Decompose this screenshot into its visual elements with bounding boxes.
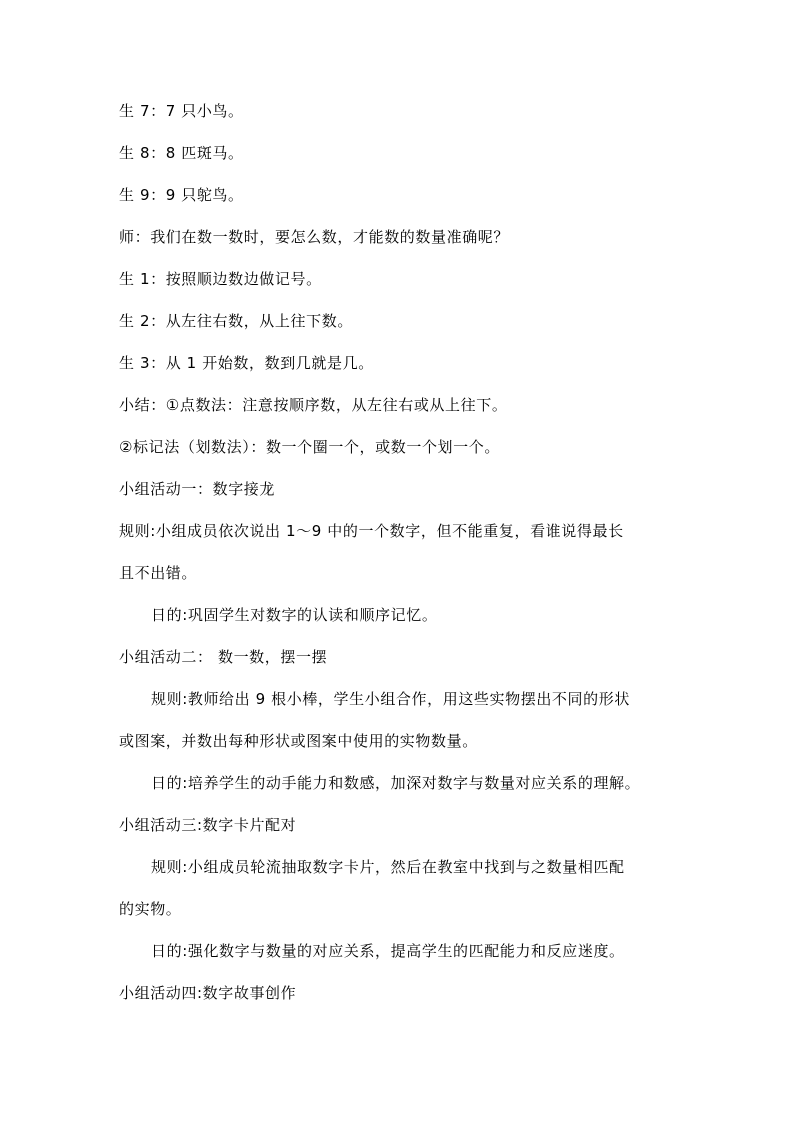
activity-heading: 小组活动四:数字故事创作 bbox=[119, 984, 297, 1002]
activity-heading: 小组活动一：数字接龙 bbox=[119, 480, 276, 498]
summary-line: 小结：①点数法：注意按顺序数，从左往右或从上往下。 bbox=[119, 396, 508, 414]
summary-line: ②标记法（划数法）：数一个圈一个，或数一个划一个。 bbox=[119, 438, 500, 456]
activity-goal: 日的:培养学生的动手能力和数感，加深对数字与数量对应关系的理解。 bbox=[151, 774, 641, 792]
activity-goal: 日的:强化数字与数量的对应关系，提高学生的匹配能力和反应迷度。 bbox=[151, 942, 625, 960]
dialogue-line: 生 8：8 匹斑马。 bbox=[119, 144, 244, 162]
activity-rule-continued: 的实物。 bbox=[119, 900, 182, 918]
activity-rule: 规则:教师给出 9 根小棒，学生小组合作，用这些实物摆出不同的形状 bbox=[151, 690, 630, 708]
dialogue-line: 生 3：从 1 开始数，数到几就是几。 bbox=[119, 354, 374, 372]
activity-goal: 日的:巩固学生对数字的认读和顺序记忆。 bbox=[151, 606, 438, 624]
teacher-question: 师：我们在数一数时，要怎么数，才能数的数量准确呢？ bbox=[119, 228, 510, 246]
dialogue-line: 生 2：从左往右数，从上往下数。 bbox=[119, 312, 353, 330]
activity-heading: 小组活动三:数字卡片配对 bbox=[119, 816, 297, 834]
activity-heading: 小组活动二： 数一数，摆一摆 bbox=[119, 648, 328, 666]
dialogue-line: 生 1：按照顺边数边做记号。 bbox=[119, 270, 322, 288]
dialogue-line: 生 9：9 只鸵鸟。 bbox=[119, 186, 244, 204]
activity-rule: 规则:小组成员依次说出 1～9 中的一个数字，但不能重复，看谁说得最长 bbox=[119, 522, 624, 540]
activity-rule-continued: 或图案，并数出每种形状或图案中使用的实物数量。 bbox=[119, 732, 478, 750]
dialogue-line: 生 7：7 只小鸟。 bbox=[119, 102, 244, 120]
activity-rule: 规则:小组成员轮流抽取数字卡片，然后在教室中找到与之数量相匹配 bbox=[151, 858, 625, 876]
activity-rule-continued: 且不出错。 bbox=[119, 564, 198, 582]
